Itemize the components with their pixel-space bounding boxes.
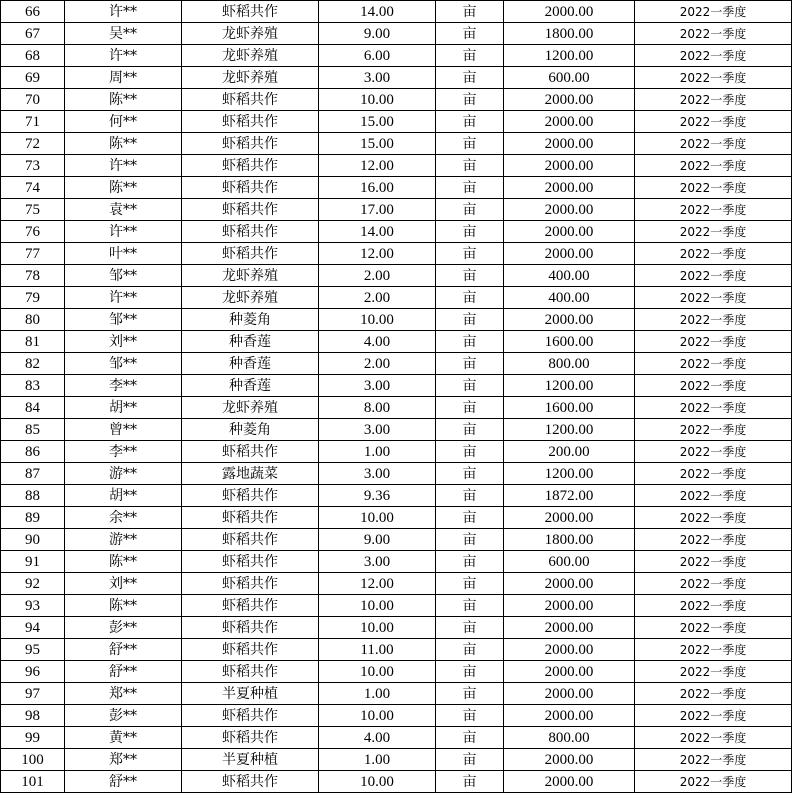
table-row: [1, 1, 792, 23]
name-cell: 叶**: [65, 243, 182, 265]
unit-cell: 亩: [436, 595, 504, 617]
period-cell: 2022一季度: [635, 309, 792, 331]
unit-cell: 亩: [436, 463, 504, 485]
name-cell: 何**: [65, 111, 182, 133]
period-cell: 2022一季度: [635, 441, 792, 463]
unit-cell: 亩: [436, 573, 504, 595]
period-cell: 2022一季度: [635, 23, 792, 45]
area-cell: 8.00: [319, 397, 436, 419]
unit-cell: 亩: [436, 419, 504, 441]
period-cell: 2022一季度: [635, 595, 792, 617]
amount-cell: 2000.00: [504, 771, 635, 793]
project-cell: 种香莲: [182, 353, 319, 375]
period-cell: 2022一季度: [635, 463, 792, 485]
amount-cell: 2000.00: [504, 683, 635, 705]
row-number-cell: 83: [1, 375, 65, 397]
area-cell: 2.00: [319, 353, 436, 375]
area-cell: 17.00: [319, 199, 436, 221]
table-row: [1, 45, 792, 67]
project-cell: 种菱角: [182, 419, 319, 441]
row-number-cell: 97: [1, 683, 65, 705]
unit-cell: 亩: [436, 1, 504, 23]
project-cell: 虾稻共作: [182, 639, 319, 661]
row-number-cell: 76: [1, 221, 65, 243]
table-row: [1, 749, 792, 771]
name-cell: 胡**: [65, 397, 182, 419]
amount-cell: 2000.00: [504, 177, 635, 199]
project-cell: 虾稻共作: [182, 661, 319, 683]
project-cell: 虾稻共作: [182, 1, 319, 23]
amount-cell: 1872.00: [504, 485, 635, 507]
area-cell: 3.00: [319, 463, 436, 485]
project-cell: 虾稻共作: [182, 507, 319, 529]
amount-cell: 2000.00: [504, 243, 635, 265]
project-cell: 龙虾养殖: [182, 287, 319, 309]
project-cell: 虾稻共作: [182, 89, 319, 111]
amount-cell: 2000.00: [504, 573, 635, 595]
area-cell: 12.00: [319, 155, 436, 177]
unit-cell: 亩: [436, 243, 504, 265]
amount-cell: 2000.00: [504, 199, 635, 221]
table-row: [1, 705, 792, 727]
unit-cell: 亩: [436, 661, 504, 683]
row-number-cell: 70: [1, 89, 65, 111]
unit-cell: 亩: [436, 617, 504, 639]
name-cell: 刘**: [65, 573, 182, 595]
area-cell: 10.00: [319, 309, 436, 331]
table-row: [1, 23, 792, 45]
name-cell: 许**: [65, 155, 182, 177]
row-number-cell: 94: [1, 617, 65, 639]
table-row: [1, 507, 792, 529]
area-cell: 10.00: [319, 595, 436, 617]
amount-cell: 2000.00: [504, 617, 635, 639]
period-cell: 2022一季度: [635, 177, 792, 199]
amount-cell: 1200.00: [504, 45, 635, 67]
table-row: [1, 155, 792, 177]
row-number-cell: 73: [1, 155, 65, 177]
unit-cell: 亩: [436, 639, 504, 661]
unit-cell: 亩: [436, 177, 504, 199]
unit-cell: 亩: [436, 111, 504, 133]
project-cell: 虾稻共作: [182, 551, 319, 573]
project-cell: 虾稻共作: [182, 111, 319, 133]
area-cell: 15.00: [319, 111, 436, 133]
name-cell: 李**: [65, 441, 182, 463]
area-cell: 12.00: [319, 573, 436, 595]
table-row: [1, 375, 792, 397]
row-number-cell: 77: [1, 243, 65, 265]
unit-cell: 亩: [436, 155, 504, 177]
amount-cell: 800.00: [504, 353, 635, 375]
amount-cell: 2000.00: [504, 155, 635, 177]
area-cell: 10.00: [319, 89, 436, 111]
unit-cell: 亩: [436, 749, 504, 771]
project-cell: 种菱角: [182, 309, 319, 331]
unit-cell: 亩: [436, 683, 504, 705]
project-cell: 虾稻共作: [182, 727, 319, 749]
period-cell: 2022一季度: [635, 683, 792, 705]
row-number-cell: 96: [1, 661, 65, 683]
period-cell: 2022一季度: [635, 67, 792, 89]
period-cell: 2022一季度: [635, 419, 792, 441]
period-cell: 2022一季度: [635, 199, 792, 221]
amount-cell: 2000.00: [504, 639, 635, 661]
unit-cell: 亩: [436, 221, 504, 243]
area-cell: 3.00: [319, 551, 436, 573]
area-cell: 14.00: [319, 221, 436, 243]
row-number-cell: 67: [1, 23, 65, 45]
unit-cell: 亩: [436, 265, 504, 287]
name-cell: 邹**: [65, 353, 182, 375]
name-cell: 许**: [65, 45, 182, 67]
amount-cell: 2000.00: [504, 221, 635, 243]
amount-cell: 2000.00: [504, 1, 635, 23]
name-cell: 彭**: [65, 705, 182, 727]
table-row: [1, 199, 792, 221]
name-cell: 余**: [65, 507, 182, 529]
table-row: [1, 353, 792, 375]
period-cell: 2022一季度: [635, 111, 792, 133]
row-number-cell: 75: [1, 199, 65, 221]
name-cell: 许**: [65, 1, 182, 23]
project-cell: 虾稻共作: [182, 573, 319, 595]
area-cell: 10.00: [319, 617, 436, 639]
project-cell: 虾稻共作: [182, 221, 319, 243]
table-row: [1, 595, 792, 617]
table-row: [1, 617, 792, 639]
project-cell: 虾稻共作: [182, 133, 319, 155]
table-row: [1, 221, 792, 243]
table-row: [1, 485, 792, 507]
unit-cell: 亩: [436, 45, 504, 67]
row-number-cell: 72: [1, 133, 65, 155]
row-number-cell: 91: [1, 551, 65, 573]
project-cell: 半夏种植: [182, 683, 319, 705]
project-cell: 虾稻共作: [182, 705, 319, 727]
table-row: [1, 89, 792, 111]
row-number-cell: 88: [1, 485, 65, 507]
project-cell: 虾稻共作: [182, 595, 319, 617]
period-cell: 2022一季度: [635, 1, 792, 23]
amount-cell: 2000.00: [504, 89, 635, 111]
amount-cell: 2000.00: [504, 595, 635, 617]
name-cell: 刘**: [65, 331, 182, 353]
area-cell: 9.36: [319, 485, 436, 507]
table-row: [1, 419, 792, 441]
table-row: [1, 243, 792, 265]
row-number-cell: 71: [1, 111, 65, 133]
period-cell: 2022一季度: [635, 155, 792, 177]
unit-cell: 亩: [436, 705, 504, 727]
unit-cell: 亩: [436, 771, 504, 793]
amount-cell: 2000.00: [504, 507, 635, 529]
name-cell: 郑**: [65, 683, 182, 705]
period-cell: 2022一季度: [635, 353, 792, 375]
name-cell: 许**: [65, 287, 182, 309]
unit-cell: 亩: [436, 287, 504, 309]
table-row: [1, 573, 792, 595]
project-cell: 露地蔬菜: [182, 463, 319, 485]
unit-cell: 亩: [436, 353, 504, 375]
row-number-cell: 69: [1, 67, 65, 89]
project-cell: 虾稻共作: [182, 485, 319, 507]
amount-cell: 2000.00: [504, 111, 635, 133]
project-cell: 龙虾养殖: [182, 23, 319, 45]
unit-cell: 亩: [436, 23, 504, 45]
project-cell: 龙虾养殖: [182, 67, 319, 89]
unit-cell: 亩: [436, 551, 504, 573]
project-cell: 虾稻共作: [182, 771, 319, 793]
name-cell: 曾**: [65, 419, 182, 441]
table-body: [1, 1, 792, 793]
name-cell: 陈**: [65, 551, 182, 573]
table-row: [1, 639, 792, 661]
area-cell: 14.00: [319, 1, 436, 23]
amount-cell: 2000.00: [504, 661, 635, 683]
period-cell: 2022一季度: [635, 529, 792, 551]
amount-cell: 1800.00: [504, 529, 635, 551]
area-cell: 6.00: [319, 45, 436, 67]
amount-cell: 200.00: [504, 441, 635, 463]
name-cell: 吴**: [65, 23, 182, 45]
row-number-cell: 87: [1, 463, 65, 485]
table-row: [1, 309, 792, 331]
period-cell: 2022一季度: [635, 375, 792, 397]
name-cell: 舒**: [65, 639, 182, 661]
area-cell: 12.00: [319, 243, 436, 265]
amount-cell: 2000.00: [504, 705, 635, 727]
table-row: [1, 683, 792, 705]
name-cell: 陈**: [65, 89, 182, 111]
area-cell: 1.00: [319, 683, 436, 705]
unit-cell: 亩: [436, 133, 504, 155]
name-cell: 袁**: [65, 199, 182, 221]
row-number-cell: 93: [1, 595, 65, 617]
unit-cell: 亩: [436, 727, 504, 749]
unit-cell: 亩: [436, 507, 504, 529]
period-cell: 2022一季度: [635, 617, 792, 639]
amount-cell: 1600.00: [504, 331, 635, 353]
project-cell: 龙虾养殖: [182, 265, 319, 287]
amount-cell: 400.00: [504, 265, 635, 287]
amount-cell: 2000.00: [504, 749, 635, 771]
area-cell: 10.00: [319, 661, 436, 683]
table-row: [1, 67, 792, 89]
period-cell: 2022一季度: [635, 749, 792, 771]
amount-cell: 600.00: [504, 551, 635, 573]
area-cell: 4.00: [319, 727, 436, 749]
amount-cell: 400.00: [504, 287, 635, 309]
project-cell: 虾稻共作: [182, 199, 319, 221]
area-cell: 3.00: [319, 67, 436, 89]
row-number-cell: 98: [1, 705, 65, 727]
period-cell: 2022一季度: [635, 287, 792, 309]
period-cell: 2022一季度: [635, 45, 792, 67]
unit-cell: 亩: [436, 89, 504, 111]
row-number-cell: 81: [1, 331, 65, 353]
area-cell: 9.00: [319, 23, 436, 45]
unit-cell: 亩: [436, 309, 504, 331]
project-cell: 虾稻共作: [182, 529, 319, 551]
amount-cell: 600.00: [504, 67, 635, 89]
amount-cell: 1200.00: [504, 419, 635, 441]
row-number-cell: 66: [1, 1, 65, 23]
area-cell: 1.00: [319, 441, 436, 463]
name-cell: 胡**: [65, 485, 182, 507]
name-cell: 郑**: [65, 749, 182, 771]
project-cell: 龙虾养殖: [182, 397, 319, 419]
period-cell: 2022一季度: [635, 507, 792, 529]
name-cell: 陈**: [65, 177, 182, 199]
period-cell: 2022一季度: [635, 485, 792, 507]
table-row: [1, 529, 792, 551]
name-cell: 陈**: [65, 595, 182, 617]
table-row: [1, 463, 792, 485]
period-cell: 2022一季度: [635, 221, 792, 243]
row-number-cell: 74: [1, 177, 65, 199]
period-cell: 2022一季度: [635, 133, 792, 155]
name-cell: 许**: [65, 221, 182, 243]
area-cell: 11.00: [319, 639, 436, 661]
period-cell: 2022一季度: [635, 705, 792, 727]
row-number-cell: 68: [1, 45, 65, 67]
name-cell: 舒**: [65, 661, 182, 683]
table-row: [1, 331, 792, 353]
period-cell: 2022一季度: [635, 639, 792, 661]
row-number-cell: 99: [1, 727, 65, 749]
project-cell: 虾稻共作: [182, 177, 319, 199]
row-number-cell: 100: [1, 749, 65, 771]
row-number-cell: 95: [1, 639, 65, 661]
name-cell: 游**: [65, 463, 182, 485]
period-cell: 2022一季度: [635, 573, 792, 595]
name-cell: 舒**: [65, 771, 182, 793]
table-row: [1, 727, 792, 749]
table-row: [1, 551, 792, 573]
name-cell: 黄**: [65, 727, 182, 749]
period-cell: 2022一季度: [635, 89, 792, 111]
area-cell: 3.00: [319, 375, 436, 397]
area-cell: 10.00: [319, 507, 436, 529]
project-cell: 种香莲: [182, 375, 319, 397]
project-cell: 半夏种植: [182, 749, 319, 771]
row-number-cell: 90: [1, 529, 65, 551]
table-row: [1, 397, 792, 419]
project-cell: 虾稻共作: [182, 243, 319, 265]
unit-cell: 亩: [436, 441, 504, 463]
unit-cell: 亩: [436, 331, 504, 353]
area-cell: 9.00: [319, 529, 436, 551]
area-cell: 2.00: [319, 265, 436, 287]
amount-cell: 1200.00: [504, 463, 635, 485]
area-cell: 1.00: [319, 749, 436, 771]
table-row: [1, 661, 792, 683]
table-row: [1, 287, 792, 309]
amount-cell: 1800.00: [504, 23, 635, 45]
area-cell: 2.00: [319, 287, 436, 309]
row-number-cell: 89: [1, 507, 65, 529]
amount-cell: 2000.00: [504, 133, 635, 155]
project-cell: 虾稻共作: [182, 441, 319, 463]
name-cell: 周**: [65, 67, 182, 89]
row-number-cell: 82: [1, 353, 65, 375]
table-row: [1, 177, 792, 199]
period-cell: 2022一季度: [635, 661, 792, 683]
amount-cell: 2000.00: [504, 309, 635, 331]
amount-cell: 800.00: [504, 727, 635, 749]
table-row: [1, 771, 792, 793]
name-cell: 李**: [65, 375, 182, 397]
name-cell: 游**: [65, 529, 182, 551]
area-cell: 16.00: [319, 177, 436, 199]
area-cell: 15.00: [319, 133, 436, 155]
row-number-cell: 101: [1, 771, 65, 793]
unit-cell: 亩: [436, 375, 504, 397]
table-row: [1, 111, 792, 133]
row-number-cell: 84: [1, 397, 65, 419]
project-cell: 虾稻共作: [182, 617, 319, 639]
period-cell: 2022一季度: [635, 727, 792, 749]
row-number-cell: 78: [1, 265, 65, 287]
amount-cell: 1600.00: [504, 397, 635, 419]
project-cell: 种香莲: [182, 331, 319, 353]
project-cell: 虾稻共作: [182, 155, 319, 177]
row-number-cell: 92: [1, 573, 65, 595]
period-cell: 2022一季度: [635, 331, 792, 353]
unit-cell: 亩: [436, 67, 504, 89]
project-cell: 龙虾养殖: [182, 45, 319, 67]
name-cell: 彭**: [65, 617, 182, 639]
area-cell: 10.00: [319, 705, 436, 727]
unit-cell: 亩: [436, 397, 504, 419]
name-cell: 邹**: [65, 265, 182, 287]
table-row: [1, 265, 792, 287]
row-number-cell: 85: [1, 419, 65, 441]
table-row: [1, 133, 792, 155]
unit-cell: 亩: [436, 485, 504, 507]
row-number-cell: 80: [1, 309, 65, 331]
area-cell: 4.00: [319, 331, 436, 353]
period-cell: 2022一季度: [635, 265, 792, 287]
name-cell: 邹**: [65, 309, 182, 331]
area-cell: 10.00: [319, 771, 436, 793]
period-cell: 2022一季度: [635, 551, 792, 573]
table-row: [1, 441, 792, 463]
row-number-cell: 79: [1, 287, 65, 309]
period-cell: 2022一季度: [635, 397, 792, 419]
period-cell: 2022一季度: [635, 771, 792, 793]
row-number-cell: 86: [1, 441, 65, 463]
unit-cell: 亩: [436, 199, 504, 221]
unit-cell: 亩: [436, 529, 504, 551]
name-cell: 陈**: [65, 133, 182, 155]
amount-cell: 1200.00: [504, 375, 635, 397]
period-cell: 2022一季度: [635, 243, 792, 265]
area-cell: 3.00: [319, 419, 436, 441]
